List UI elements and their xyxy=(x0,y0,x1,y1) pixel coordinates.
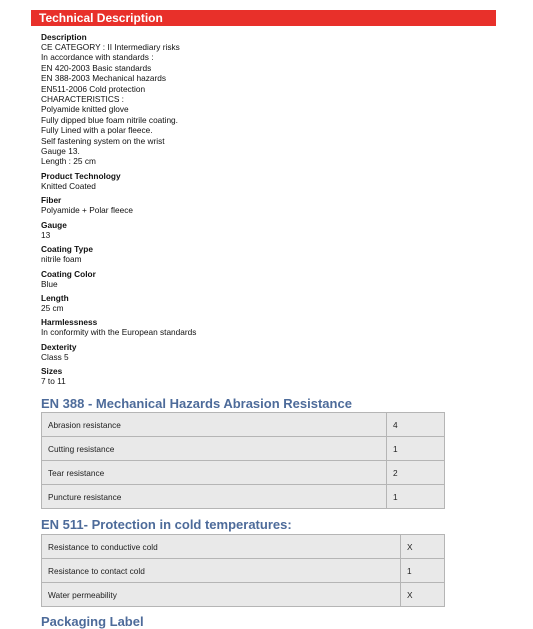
spec-label: Dexterity xyxy=(41,341,77,352)
description-line: Polyamide knitted glove xyxy=(41,104,129,115)
resistance-name: Resistance to conductive cold xyxy=(42,535,401,559)
description-line: Length : 25 cm xyxy=(41,156,96,167)
table-row xyxy=(42,559,445,583)
resistance-name: Tear resistance xyxy=(42,461,387,485)
spec-value: Class 5 xyxy=(41,351,69,362)
spec-label: Coating Color xyxy=(41,268,96,279)
description-label: Description xyxy=(41,32,87,42)
spec-label: Length xyxy=(41,292,69,303)
description-line: EN 420-2003 Basic standards xyxy=(41,62,152,73)
table-row xyxy=(42,535,445,559)
description-line: EN 388-2003 Mechanical hazards xyxy=(41,73,166,84)
table-row xyxy=(42,485,445,509)
table-row xyxy=(42,437,445,461)
spec-sizes xyxy=(41,366,501,386)
description-line: EN511-2006 Cold protection xyxy=(41,83,146,94)
spec-value: 7 to 11 xyxy=(41,376,66,387)
description-line: CHARACTERISTICS : xyxy=(41,94,124,105)
description-line: CE CATEGORY : II Intermediary risks xyxy=(41,42,180,52)
resistance-name: Abrasion resistance xyxy=(42,413,387,437)
spec-length xyxy=(41,293,501,313)
en511-table xyxy=(41,534,445,607)
table-row xyxy=(42,583,445,607)
resistance-name: Cutting resistance xyxy=(42,437,387,461)
spec-value: 25 cm xyxy=(41,302,64,313)
en388-title: EN 388 - Mechanical Hazards Abrasion Resistance xyxy=(41,396,352,411)
spec-value: Polyamide + Polar fleece xyxy=(41,205,134,216)
spec-harmlessness xyxy=(41,317,501,337)
description-line: In accordance with standards : xyxy=(41,52,154,63)
table-row xyxy=(42,413,445,437)
spec-label: Gauge xyxy=(41,219,67,230)
spec-value: Knitted Coated xyxy=(41,180,96,191)
en388-table xyxy=(41,412,445,509)
spec-value: nitrile foam xyxy=(41,254,82,265)
spec-product-technology xyxy=(41,171,501,191)
resistance-name: Water permeability xyxy=(42,583,401,607)
resistance-name: Resistance to contact cold xyxy=(42,559,401,583)
table-row xyxy=(42,461,445,485)
technical-description-content xyxy=(41,32,501,391)
spec-label: Fiber xyxy=(41,195,62,206)
description-line: Fully Lined with a polar fleece. xyxy=(41,125,153,136)
resistance-name: Puncture resistance xyxy=(42,485,387,509)
spec-value: Blue xyxy=(41,278,58,289)
resistance-value: 1 xyxy=(387,437,445,461)
spec-label: Coating Type xyxy=(41,244,93,255)
spec-label: Harmlessness xyxy=(41,317,98,328)
spec-label: Product Technology xyxy=(41,170,121,181)
section-header-technical-description: Technical Description xyxy=(31,10,496,26)
spec-label: Sizes xyxy=(41,366,63,377)
resistance-value: X xyxy=(401,535,445,559)
resistance-value: 1 xyxy=(401,559,445,583)
spec-value: In conformity with the European standards xyxy=(41,327,197,338)
resistance-value: 1 xyxy=(387,485,445,509)
spec-fiber xyxy=(41,195,501,215)
spec-value: 13 xyxy=(41,229,51,240)
description-block xyxy=(41,32,501,167)
packaging-label-title: Packaging Label xyxy=(41,614,144,629)
description-line: Self fastening system on the wrist xyxy=(41,135,165,146)
spec-gauge xyxy=(41,220,501,240)
resistance-value: 4 xyxy=(387,413,445,437)
spec-coating-type xyxy=(41,244,501,264)
resistance-value: 2 xyxy=(387,461,445,485)
spec-coating-color xyxy=(41,269,501,289)
description-line: Fully dipped blue foam nitrile coating. xyxy=(41,114,178,125)
description-line: Gauge 13. xyxy=(41,146,80,157)
en511-title: EN 511- Protection in cold temperatures: xyxy=(41,517,292,532)
spec-dexterity xyxy=(41,342,501,362)
resistance-value: X xyxy=(401,583,445,607)
